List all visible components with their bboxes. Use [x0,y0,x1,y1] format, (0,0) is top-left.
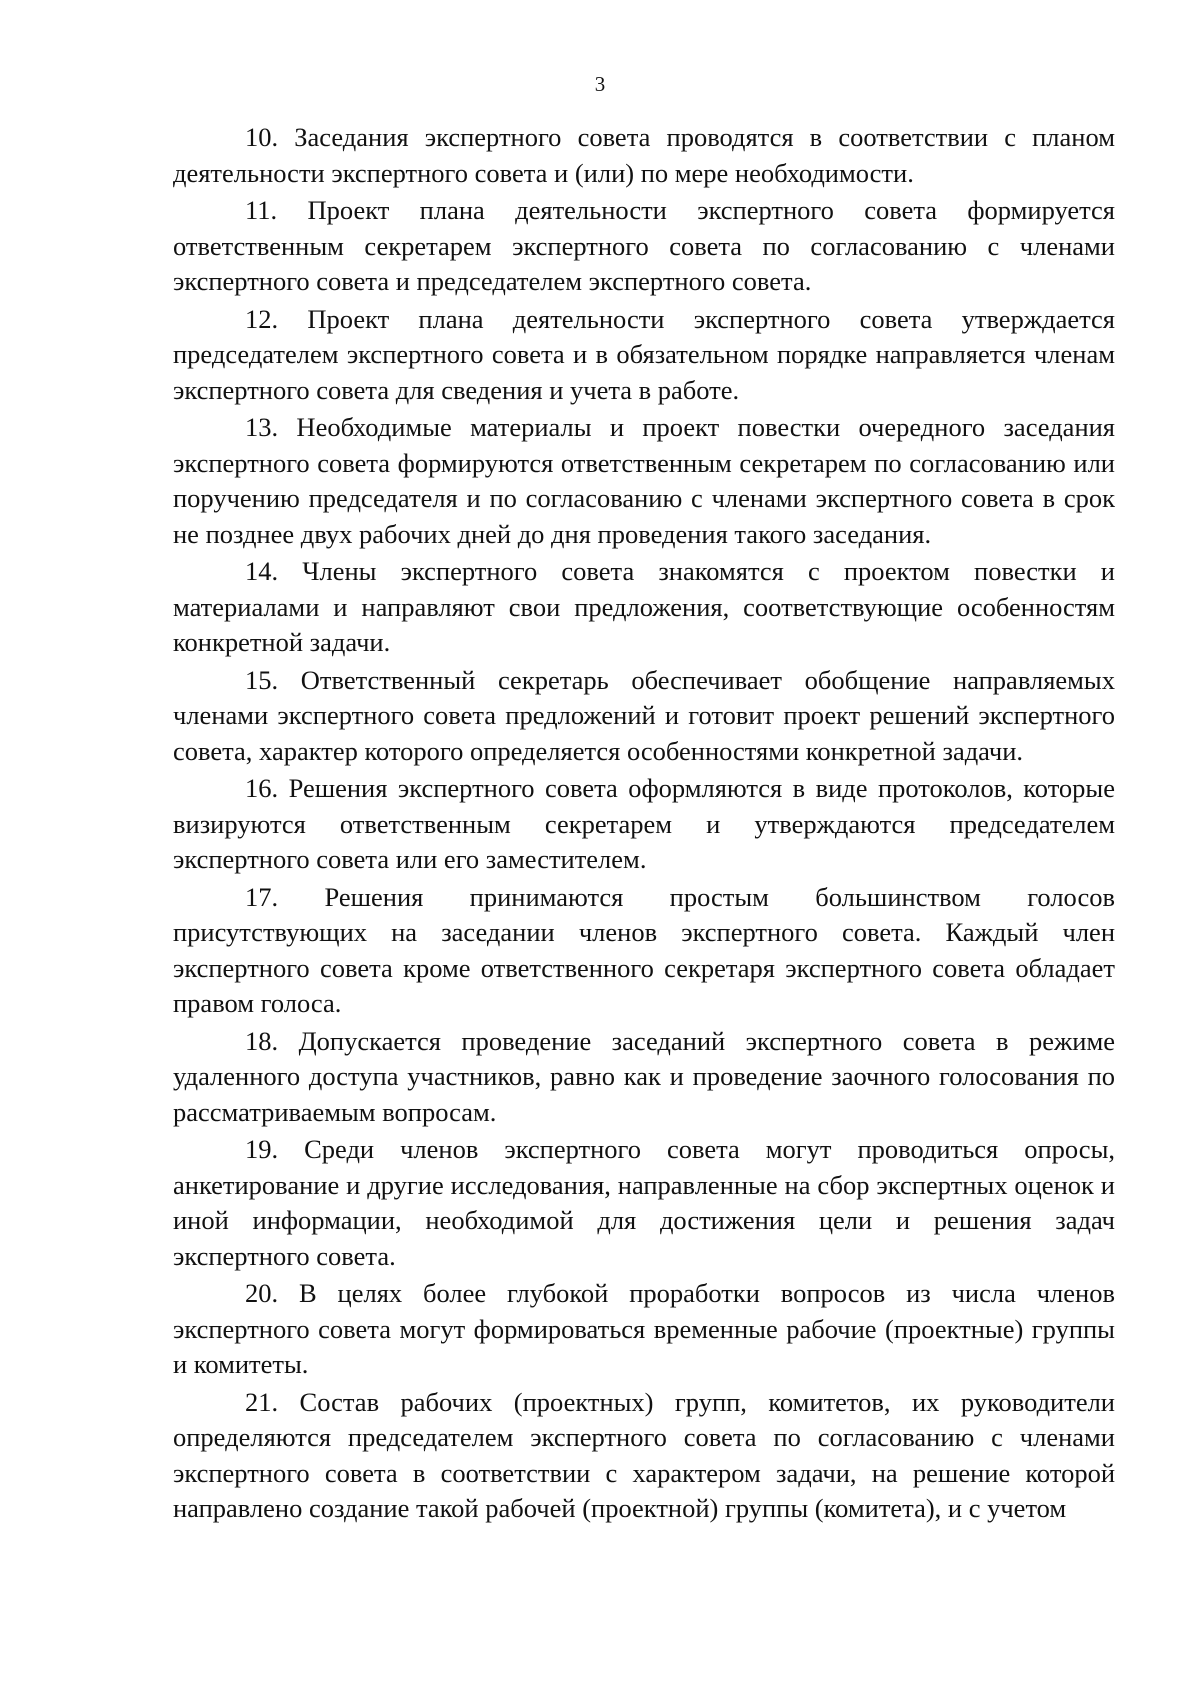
paragraph-16: 16. Решения экспертного совета оформляются в виде протоколов, которые визируются ответственным секретарем и утверждаются председателем экспертного совета или его заместителем. [173,773,1115,874]
paragraph-21: 21. Состав рабочих (проектных) групп, комитетов, их руководители определяются председателем экспертного совета по согласованию с членами экспертного совета в соответствии с характером задачи, на решение которой направлено создание такой рабочей (проектной) группы (комитета), и с учетом [173,1386,1115,1523]
paragraph-20: 20. В целях более глубокой проработки вопросов из числа членов экспертного совета могут формироваться временные рабочие (проектные) группы и комитеты. [173,1278,1115,1379]
paragraph-18: 18. Допускается проведение заседаний экспертного совета в режиме удаленного доступа участников, равно как и проведение заочного голосования по рассматриваемым вопросам. [173,1025,1115,1127]
paragraph-10: 10. Заседания экспертного совета проводятся в соответствии с планом деятельности экспертного совета и (или) по мере необходимости. [173,122,1115,188]
paragraph-17: 17. Решения принимаются простым большинством голосов присутствующих на заседании членов экспертного совета. Каждый член экспертного совета кроме ответственного секретаря экспертного совета обладает правом голоса. [173,881,1115,1018]
page-number: 3 [594,72,606,96]
paragraph-12: 12. Проект плана деятельности экспертного совета утверждается председателем экспертного совета и в обязательном порядке направляется членам экспертного совета для сведения и учета в работе. [173,303,1115,405]
paragraph-14: 14. Члены экспертного совета знакомятся с проектом повестки и материалами и направляют свои предложения, соответствующие особенностям конкретной задачи. [173,556,1115,657]
paragraph-13: 13. Необходимые материалы и проект повестки очередного заседания экспертного совета формируются ответственным секретарем по согласованию или поручению председателя и по согласованию с членами экспертного совета в срок не позднее двух рабочих дней до дня проведения такого заседания. [173,412,1115,549]
paragraph-11: 11. Проект плана деятельности экспертного совета формируется ответственным секретарем экспертного совета по согласованию с членами экспертного совета и председателем экспертного совета. [173,195,1115,296]
paragraph-19: 19. Среди членов экспертного совета могут проводиться опросы, анкетирование и другие исследования, направленные на сбор экспертных оценок и иной информации, необходимой для достижения цели и решения задач экспертного совета. [173,1134,1115,1271]
document-body [173,120,1115,1527]
paragraph-15: 15. Ответственный секретарь обеспечивает обобщение направляемых членами экспертного совета предложений и готовит проект решений экспертного совета, характер которого определяется особенностями конкретной задачи. [173,664,1115,766]
